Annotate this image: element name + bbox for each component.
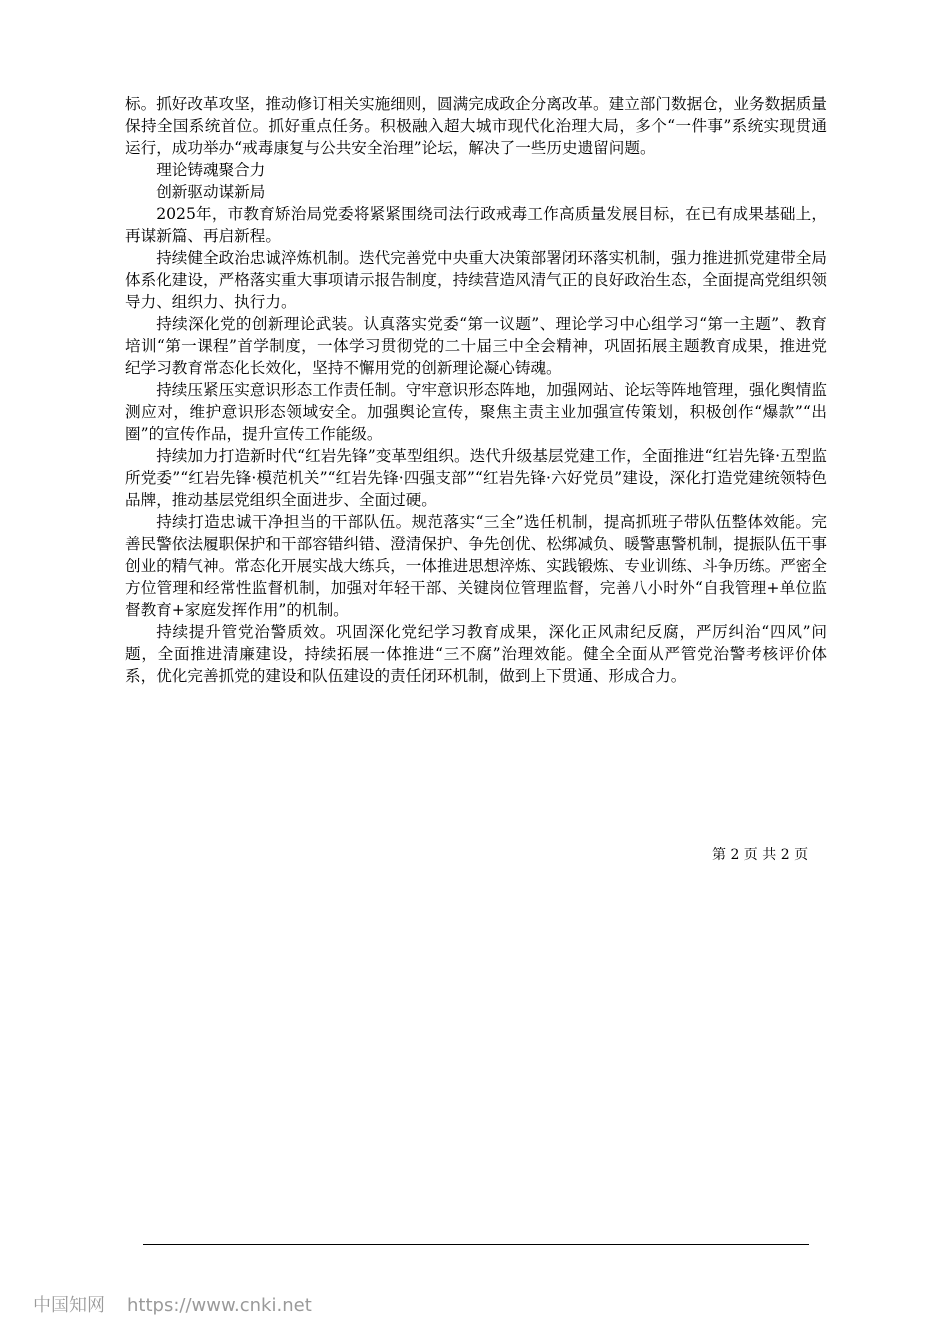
body-paragraph: 持续加力打造新时代“红岩先锋”变革型组织。迭代升级基层党建工作，全面推进“红岩先锋·五型监所党委”“红岩先锋·模范机关”“红岩先锋·四强支部”“红岩先锋·六好党员”建设，深化打造党建统领特色品牌，推动基层党组织全面进步、全面过硬。	[125, 447, 827, 509]
footer-divider	[143, 1244, 809, 1245]
body-paragraph: 持续深化党的创新理论武装。认真落实党委“第一议题”、理论学习中心组学习“第一主题”、教育培训“第一课程”首学制度，一体学习贯彻党的二十届三中全会精神，巩固拓展主题教育成果，推进党纪学习教育常态化长效化，坚持不懈用党的创新理论凝心铸魂。	[125, 315, 827, 377]
body-paragraph: 持续健全政治忠诚淬炼机制。迭代完善党中央重大决策部署闭环落实机制，强力推进抓党建带全局体系化建设，严格落实重大事项请示报告制度，持续营造风清气正的良好政治生态，全面提高党组织领导力、组织力、执行力。	[125, 249, 827, 311]
cnki-watermark	[33, 1294, 312, 1318]
watermark-url: https://www.cnki.net	[127, 1295, 312, 1316]
page-number: 第 2 页 共 2 页	[712, 847, 809, 863]
watermark-brand: 中国知网	[33, 1295, 105, 1316]
body-paragraph: 标。抓好改革攻坚，推动修订相关实施细则，圆满完成政企分离改革。建立部门数据仓，业务数据质量保持全国系统首位。抓好重点任务。积极融入超大城市现代化治理大局，多个“一件事”系统实现贯通运行，成功举办“戒毒康复与公共安全治理”论坛，解决了一些历史遗留问题。	[125, 95, 827, 157]
body-paragraph: 持续打造忠诚干净担当的干部队伍。规范落实“三全”选任机制，提高抓班子带队伍整体效能。完善民警依法履职保护和干部容错纠错、澄清保护、争先创优、松绑减负、暖警惠警机制，提振队伍干事创业的精气神。常态化开展实战大练兵，一体推进思想淬炼、实践锻炼、专业训练、斗争历练。严密全方位管理和经常性监督机制，加强对年轻干部、关键岗位管理监督，完善八小时外“自我管理+单位监督教育+家庭发挥作用”的机制。	[125, 513, 827, 619]
body-paragraph: 2025年，市教育矫治局党委将紧紧围绕司法行政戒毒工作高质量发展目标，在已有成果基础上，再谋新篇、再启新程。	[125, 205, 827, 245]
section-heading: 理论铸魂聚合力	[156, 161, 266, 179]
body-paragraph: 持续提升管党治警质效。巩固深化党纪学习教育成果，深化正风肃纪反腐，严厉纠治“四风”问题，全面推进清廉建设，持续拓展一体推进“三不腐”治理效能。健全全面从严管党治警考核评价体系，优化完善抓党的建设和队伍建设的责任闭环机制，做到上下贯通、形成合力。	[125, 623, 827, 685]
body-paragraph: 持续压紧压实意识形态工作责任制。守牢意识形态阵地，加强网站、论坛等阵地管理，强化舆情监测应对，维护意识形态领域安全。加强舆论宣传，聚焦主责主业加强宣传策划，积极创作“爆款”“出圈”的宣传作品，提升宣传工作能级。	[125, 381, 827, 443]
document-body	[125, 93, 827, 687]
section-heading: 创新驱动谋新局	[156, 183, 266, 201]
